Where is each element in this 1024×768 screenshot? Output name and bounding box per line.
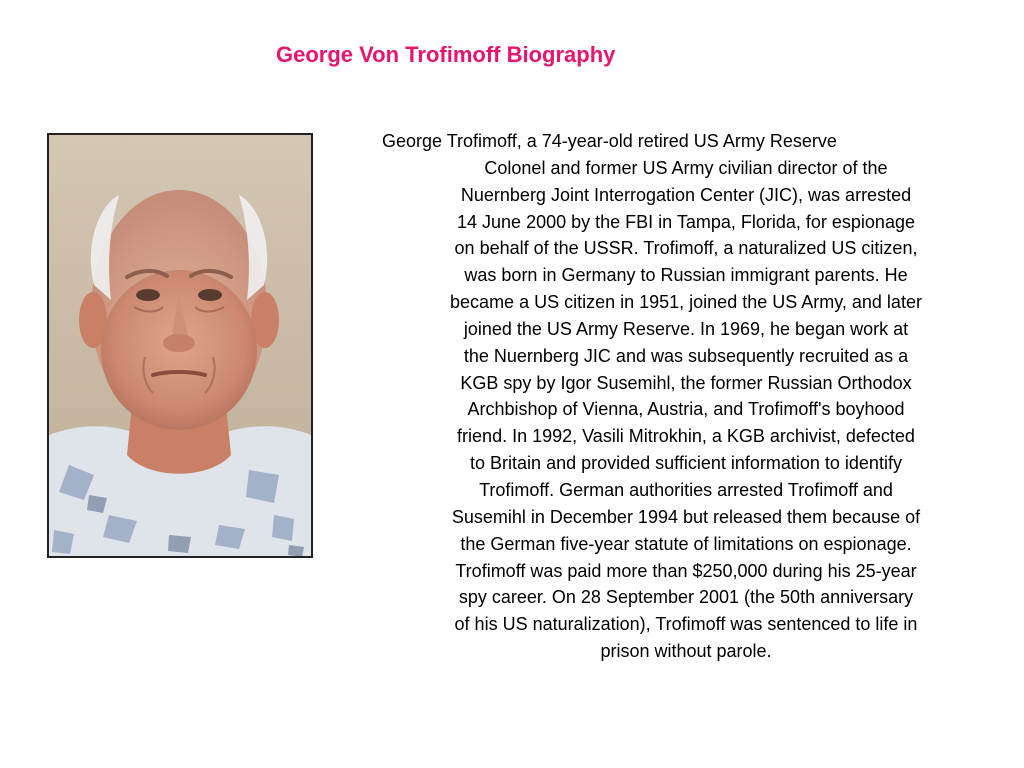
- bio-line: the Nuernberg JIC and was subsequently recruited as a: [463, 345, 909, 366]
- bio-line: Colonel and former US Army civilian director of the: [484, 157, 888, 178]
- bio-line: to Britain and provided sufficient information to identify: [470, 453, 902, 474]
- bio-line: Trofimoff. German authorities arrested Trofimoff and: [479, 479, 893, 500]
- bio-line: became a US citizen in 1951, joined the US Army, and later: [450, 292, 922, 313]
- bio-line: Trofimoff was paid more than $250,000 during his 25-year: [455, 560, 917, 581]
- slide-title: George Von Trofimoff Biography: [276, 42, 616, 67]
- bio-line: friend. In 1992, Vasili Mitrokhin, a KGB archivist, defected: [457, 426, 915, 447]
- portrait-photo: [47, 133, 313, 558]
- biography-text: [374, 128, 998, 665]
- bio-line: Susemihl in December 1994 but released them because of: [451, 506, 921, 527]
- bio-line: Archbishop of Vienna, Austria, and Trofimoff's boyhood: [467, 399, 905, 420]
- bio-line: George Trofimoff, a 74-year-old retired US Army Reserve: [382, 131, 837, 151]
- bio-line: spy career. On 28 September 2001 (the 50th anniversary: [458, 587, 914, 608]
- bio-line: 14 June 2000 by the FBI in Tampa, Florida, for espionage: [457, 211, 915, 232]
- bio-line: prison without parole.: [600, 641, 772, 662]
- bio-line: KGB spy by Igor Susemihl, the former Russian Orthodox: [460, 372, 912, 393]
- bio-line: the German five-year statute of limitations on espionage.: [460, 533, 912, 554]
- bio-line: was born in Germany to Russian immigrant parents. He: [464, 265, 908, 286]
- bio-line: of his US naturalization), Trofimoff was sentenced to life in: [454, 614, 918, 635]
- bio-line: Nuernberg Joint Interrogation Center (JIC), was arrested: [460, 184, 912, 205]
- bio-line: on behalf of the USSR. Trofimoff, a naturalized US citizen,: [454, 238, 918, 259]
- bio-line: joined the US Army Reserve. In 1969, he began work at: [463, 318, 909, 339]
- portrait-illustration: [49, 135, 311, 556]
